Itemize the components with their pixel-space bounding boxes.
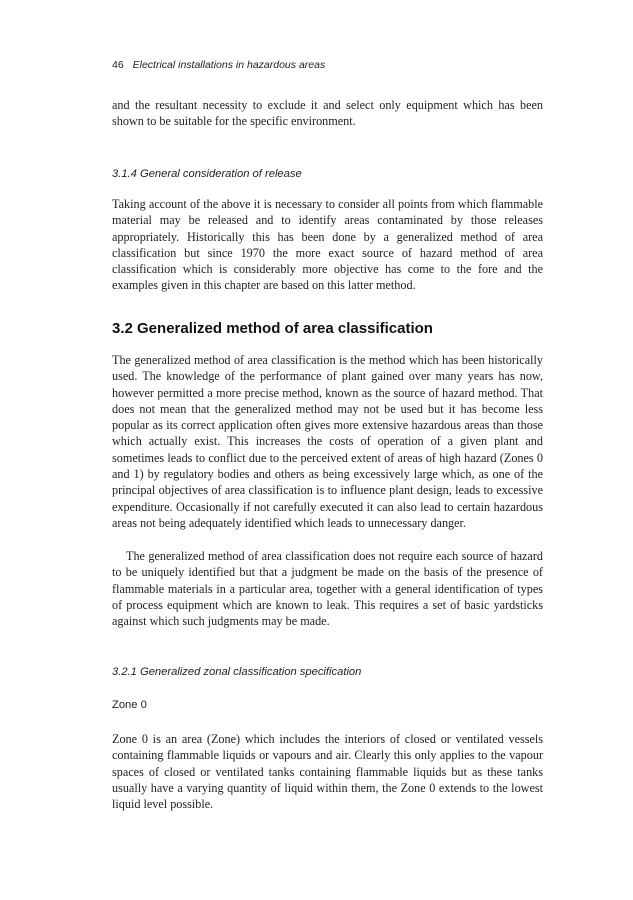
zone-0-heading: Zone 0 [112,699,147,711]
section-heading-3-2: 3.2 Generalized method of area classification [112,320,433,337]
paragraph-zone-0: Zone 0 is an area (Zone) which includes the interiors of closed or ventilated vessels containing flammable liquids or vapours and air. Clearly this only applies to the vapour spaces of closed or ventilated tanks containing flammable liquids but as these tanks usually have a varying quantity of liquid within them, the Zone 0 extends to the lowest liquid level possible. [112,732,543,812]
running-head [112,59,543,71]
paragraph-generalized-method: The generalized method of area classification is the method which has been historically used. The knowledge of the performance of plant gained over many years has now, however permitted a more precise method, known as the source of hazard method. That does not mean that the generalized method may not be used but it has become less popular as its correct application often gives more extensive hazardous areas than those which actually exist. This increases the costs of operation of a given plant and sometimes leads to conflict due to the perceived extent of areas of high hazard (Zones 0 and 1) by regulatory bodies and others as being excessively large which, as one of the principal objectives of area classification is to influence plant design, leads to excessive expenditure. Occasionally if not carefully executed it can also lead to certain hazardous areas not being adequately identified which leads to unnecessary danger. [112,353,543,530]
paragraph-continuation: and the resultant necessity to exclude it and select only equipment which has been shown to be suitable for the specific environment. [112,98,543,129]
page-number: 46 [112,59,124,71]
running-head-title: Electrical installations in hazardous areas [132,59,326,71]
paragraph-release: Taking account of the above it is necessary to consider all points from which flammable material may be released and to identify areas contaminated by those releases appropriately. Historically this has been done by a generalized method of area classification but since 1970 the more exact source of hazard method of area classification which is considerably more objective has come to the fore and the examples given in this chapter are based on this latter method. [112,197,543,293]
subsection-heading-3-1-4: 3.1.4 General consideration of release [112,168,302,180]
paragraph-judgment: The generalized method of area classification does not require each source of hazard to be uniquely identified but that a judgment be made on the basis of the presence of flammable materials in a particular area, together with a general identification of types of process equipment which are known to leak. This requires a set of basic yardsticks against which such judgments may be made. [112,549,543,629]
subsection-heading-3-2-1: 3.2.1 Generalized zonal classification specification [112,666,362,678]
